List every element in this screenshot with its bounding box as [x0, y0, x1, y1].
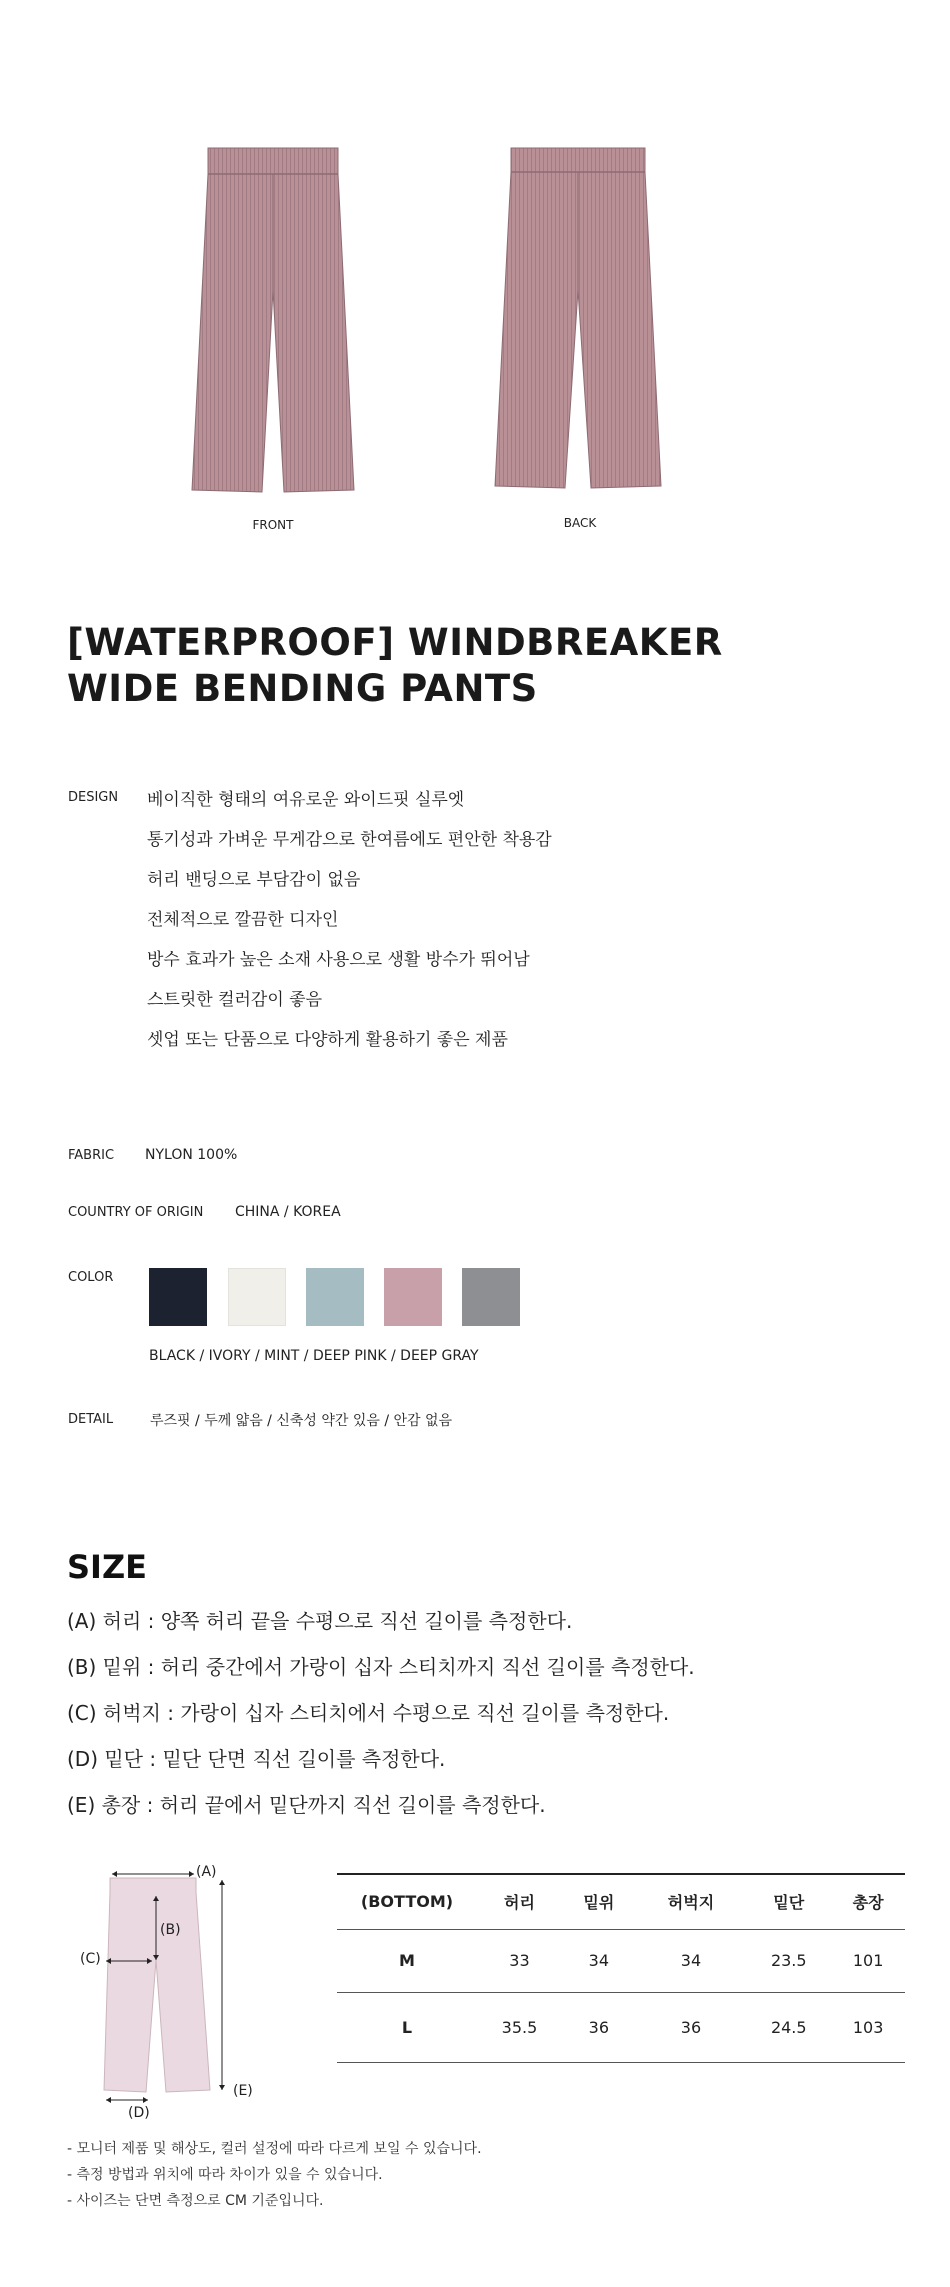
fabric-value: NYLON 100%	[145, 1147, 238, 1163]
header-hem: 밑단	[773, 1893, 805, 1913]
front-label: FRONT	[252, 518, 294, 532]
design-line: 통기성과 가벼운 무게감으로 한여름에도 편안한 착용감	[147, 830, 552, 850]
product-title: [WATERPROOF] WINDBREAKER WIDE BENDING PANTS	[67, 621, 723, 710]
origin-value: CHINA / KOREA	[235, 1204, 341, 1220]
size-table	[337, 1873, 905, 2063]
table-cell: 36	[680, 2017, 702, 2037]
back-pants-image	[483, 140, 673, 510]
design-line: 전체적으로 깔끔한 디자인	[147, 910, 339, 930]
size-line-a: (A) 허리 : 양쪽 허리 끝을 수평으로 직선 길이를 측정한다.	[67, 1609, 573, 1633]
note-line: - 측정 방법과 위치에 따라 차이가 있을 수 있습니다.	[67, 2167, 383, 2183]
origin-label: COUNTRY OF ORIGIN	[68, 1205, 204, 1220]
color-swatch-deep-pink	[384, 1268, 442, 1326]
header-waist: 허리	[504, 1893, 535, 1913]
diagram-label-d: (D)	[128, 2105, 150, 2121]
table-cell: 33	[509, 1951, 530, 1970]
color-label: COLOR	[68, 1270, 114, 1285]
table-row	[337, 1929, 905, 1992]
size-line-d: (D) 밑단 : 밑단 단면 직선 길이를 측정한다.	[67, 1747, 446, 1771]
size-title: SIZE	[67, 1548, 148, 1586]
header-thigh: 허벅지	[667, 1893, 715, 1913]
table-cell: 34	[588, 1951, 609, 1970]
table-cell: 23.5	[770, 1951, 807, 1970]
size-table-header	[337, 1874, 905, 1929]
note-line: - 사이즈는 단면 측정으로 CM 기준입니다.	[67, 2193, 324, 2209]
table-cell: 24.5	[770, 2017, 807, 2037]
diagram-label-c: (C)	[80, 1951, 101, 1967]
design-line: 허리 밴딩으로 부담감이 없음	[147, 870, 361, 890]
table-cell: 35.5	[501, 2017, 538, 2037]
table-cell: 34	[680, 1951, 702, 1970]
color-swatch-mint	[306, 1268, 364, 1326]
table-cell: 103	[852, 2017, 884, 2037]
color-names: BLACK / IVORY / MINT / DEEP PINK / DEEP GRAY	[149, 1348, 479, 1364]
header-length: 총장	[852, 1893, 884, 1913]
note-line: - 모니터 제품 및 해상도, 컬러 설정에 따라 다르게 보일 수 있습니다.	[67, 2141, 482, 2157]
header-rise: 밑위	[583, 1893, 615, 1913]
design-label: DESIGN	[68, 790, 119, 805]
size-name: L	[401, 2017, 413, 2037]
diagram-label-e: (E)	[233, 2083, 253, 2099]
design-line: 스트릿한 컬러감이 좋음	[147, 990, 323, 1010]
back-label: BACK	[563, 516, 597, 530]
detail-value: 루즈핏 / 두께 얇음 / 신축성 약간 있음 / 안감 없음	[150, 1413, 453, 1429]
detail-label: DETAIL	[68, 1412, 114, 1427]
diagram-label-b: (B)	[160, 1922, 181, 1938]
table-cell: 36	[588, 2017, 609, 2037]
table-row	[337, 1992, 905, 2062]
design-line: 방수 효과가 높은 소재 사용으로 생활 방수가 뛰어남	[147, 950, 530, 970]
header-bottom: (BOTTOM)	[360, 1892, 454, 1912]
design-line: 셋업 또는 단품으로 다양하게 활용하기 좋은 제품	[147, 1030, 508, 1050]
table-cell: 101	[852, 1951, 884, 1970]
fabric-label: FABRIC	[68, 1148, 115, 1163]
size-line-e: (E) 총장 : 허리 끝에서 밑단까지 직선 길이를 측정한다.	[67, 1793, 546, 1817]
design-line: 베이직한 형태의 여유로운 와이드핏 실루엣	[147, 790, 465, 810]
size-line-b: (B) 밑위 : 허리 중간에서 가랑이 십자 스티치까지 직선 길이를 측정한다.	[67, 1655, 695, 1679]
diagram-label-a: (A)	[196, 1864, 217, 1880]
front-pants-image	[178, 140, 368, 510]
size-name: M	[399, 1951, 415, 1970]
color-swatch-ivory	[228, 1268, 286, 1326]
color-swatch-deep-gray	[462, 1268, 520, 1326]
color-swatch-black	[149, 1268, 207, 1326]
size-line-c: (C) 허벅지 : 가랑이 십자 스티치에서 수평으로 직선 길이를 측정한다.	[67, 1701, 670, 1725]
